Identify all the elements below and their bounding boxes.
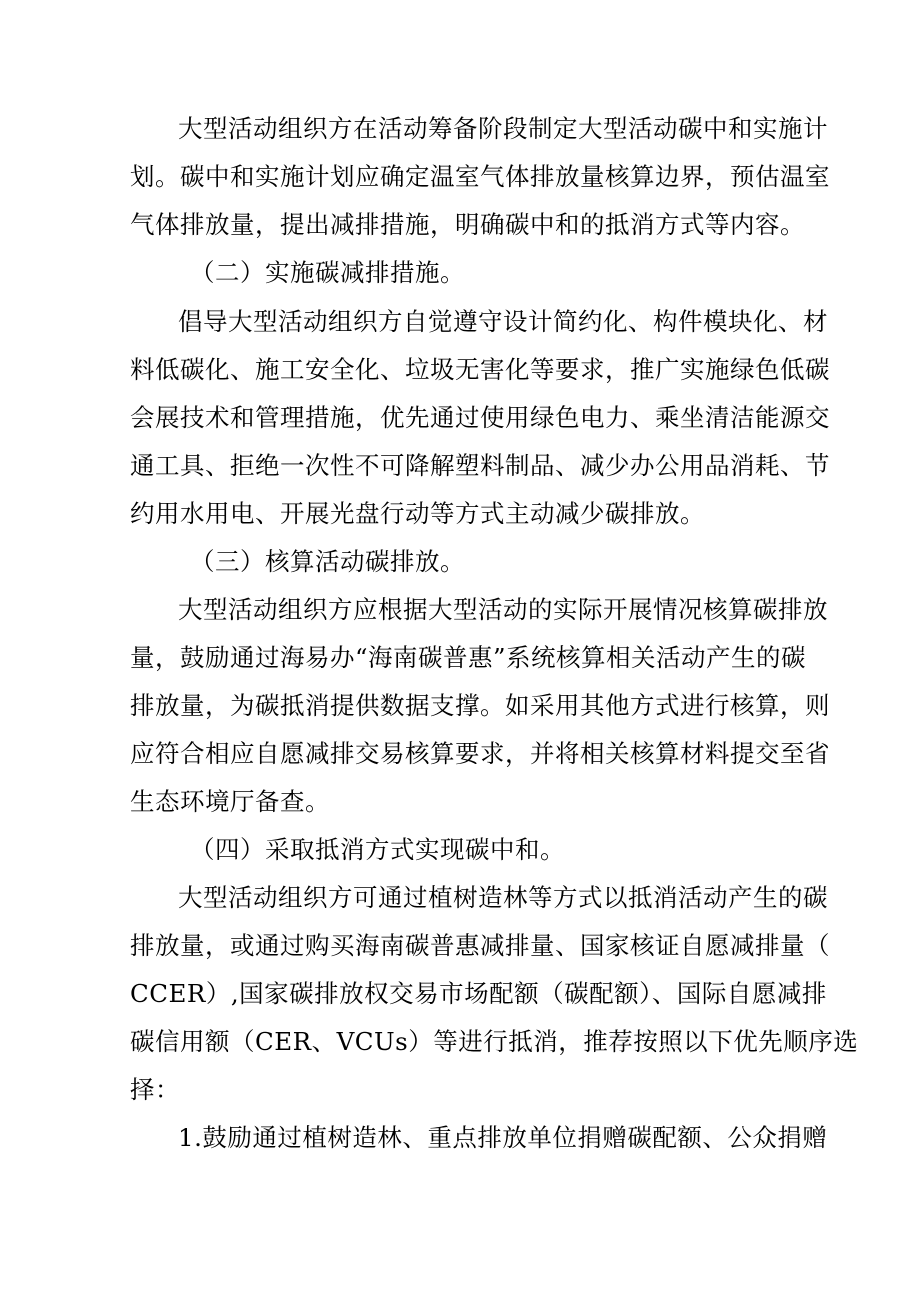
paragraph-2-line-4: 通工具、拒绝一次性不可降解塑料制品、减少办公用品消耗、节 xyxy=(130,451,830,480)
paragraph-3-line-2: 量，鼓励通过海易办“海南碳普惠”系统核算相关活动产生的碳 xyxy=(130,643,807,672)
section-heading-3: （三）核算活动碳排放。 xyxy=(190,547,465,576)
paragraph-2-line-3: 会展技术和管理措施，优先通过使用绿色电力、乘坐清洁能源交 xyxy=(130,403,830,432)
paragraph-4-line-3: CCER）,国家碳排放权交易市场配额（碳配额）、国际自愿减排 xyxy=(130,979,827,1008)
paragraph-3-line-4: 应符合相应自愿减排交易核算要求，并将相关核算材料提交至省 xyxy=(130,739,830,768)
paragraph-4-line-4: 碳信用额（CER、VCUs）等进行抵消，推荐按照以下优先顺序选 xyxy=(130,1027,859,1056)
section-heading-4: （四）采取抵消方式实现碳中和。 xyxy=(190,835,565,864)
section-heading-2: （二）实施碳减排措施。 xyxy=(190,258,465,287)
paragraph-1-line-1: 大型活动组织方在活动筹备阶段制定大型活动碳中和实施计 xyxy=(178,114,828,143)
paragraph-4-line-2: 排放量，或通过购买海南碳普惠减排量、国家核证自愿减排量（ xyxy=(130,931,830,960)
paragraph-1-line-3: 气体排放量，提出减排措施，明确碳中和的抵消方式等内容。 xyxy=(130,210,805,239)
paragraph-2-line-2: 料低碳化、施工安全化、垃圾无害化等要求，推广实施绿色低碳 xyxy=(130,355,830,384)
paragraph-1-line-2: 划。碳中和实施计划应确定温室气体排放量核算边界，预估温室 xyxy=(130,162,830,191)
paragraph-4-line-1: 大型活动组织方可通过植树造林等方式以抵消活动产生的碳 xyxy=(178,883,828,912)
paragraph-5-line-1: 1.鼓励通过植树造林、重点排放单位捐赠碳配额、公众捐赠 xyxy=(178,1123,828,1152)
paragraph-3-line-3: 排放量，为碳抵消提供数据支撑。如采用其他方式进行核算，则 xyxy=(130,691,830,720)
paragraph-2-line-1: 倡导大型活动组织方自觉遵守设计简约化、构件模块化、材 xyxy=(178,307,828,336)
paragraph-4-line-5: 择： xyxy=(130,1075,180,1104)
paragraph-3-line-1: 大型活动组织方应根据大型活动的实际开展情况核算碳排放 xyxy=(178,595,828,624)
paragraph-2-line-5: 约用水用电、开展光盘行动等方式主动减少碳排放。 xyxy=(130,499,705,528)
paragraph-3-line-5: 生态环境厅备查。 xyxy=(130,787,330,816)
